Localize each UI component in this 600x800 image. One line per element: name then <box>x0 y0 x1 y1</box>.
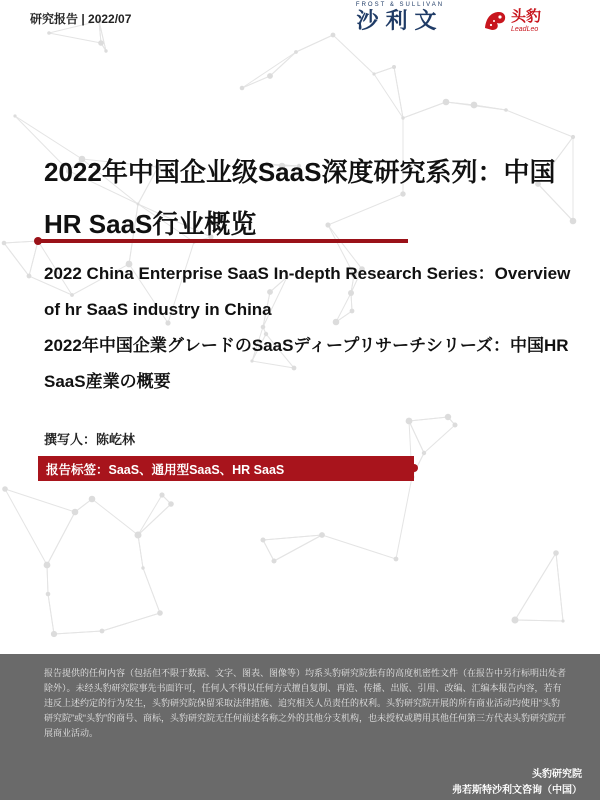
report-subtitles <box>44 256 584 400</box>
footer-disclaimer-panel <box>0 654 600 800</box>
frost-sullivan-logo <box>340 2 460 34</box>
org-name-2: 弗若斯特沙利文咨询（中国） <box>452 785 582 796</box>
leadleo-logo-en: LeadLeo <box>511 25 539 33</box>
disclaimer-text: 报告提供的任何内容（包括但不限于数据、文字、图表、图像等）均系头豹研究院独有的高度机密性文件（在报告中另行标明出处者除外）。未经头豹研究院事先书面许可，任何人不得以任何方式擅自复制、再造、传播、出版、引用、改编、汇编本报告内容，若有违反上述约定的行为发生，头豹研究院保留采取法律措施、追究相关人员责任的权利。头豹研究院开展的所有商业活动均使用“头豹研究院”或“头豹”的商号、商标，头豹研究院无任何前述名称之外的其他分支机构，也未授权或聘用其他任何第三方代表头豹研究院开展商业活动。 <box>44 668 567 738</box>
frost-sullivan-logo-cn: 沙利文 <box>356 8 444 33</box>
org-name-1: 头豹研究院 <box>532 769 582 780</box>
frost-sullivan-logo-en: FROST & SULLIVAN <box>355 2 445 8</box>
report-title-cn: 2022年中国企业级SaaS深度研究系列：中国HR SaaS行业概览 <box>44 157 556 239</box>
leadleo-logo <box>482 8 541 34</box>
leopard-icon <box>482 8 508 34</box>
leadleo-logo-cn: 头豹 <box>511 7 542 25</box>
report-title-en: 2022 China Enterprise SaaS In-depth Research Series：Overview of hr SaaS industry in China <box>44 264 571 319</box>
title-underline <box>38 239 408 243</box>
report-title-jp: 2022年中国企業グレードのSaaSディープリサーチシリーズ：中国HR SaaS産業の概要 <box>44 336 569 391</box>
tags-text: 报告标签：SaaS、通用型SaaS、HR SaaS <box>46 463 285 477</box>
author-line: 撰写人：陈屹林 <box>44 432 136 447</box>
tags-bar <box>38 456 414 481</box>
footer-signature <box>452 767 582 799</box>
report-meta: 研究报告 | 2022/07 <box>30 12 132 26</box>
